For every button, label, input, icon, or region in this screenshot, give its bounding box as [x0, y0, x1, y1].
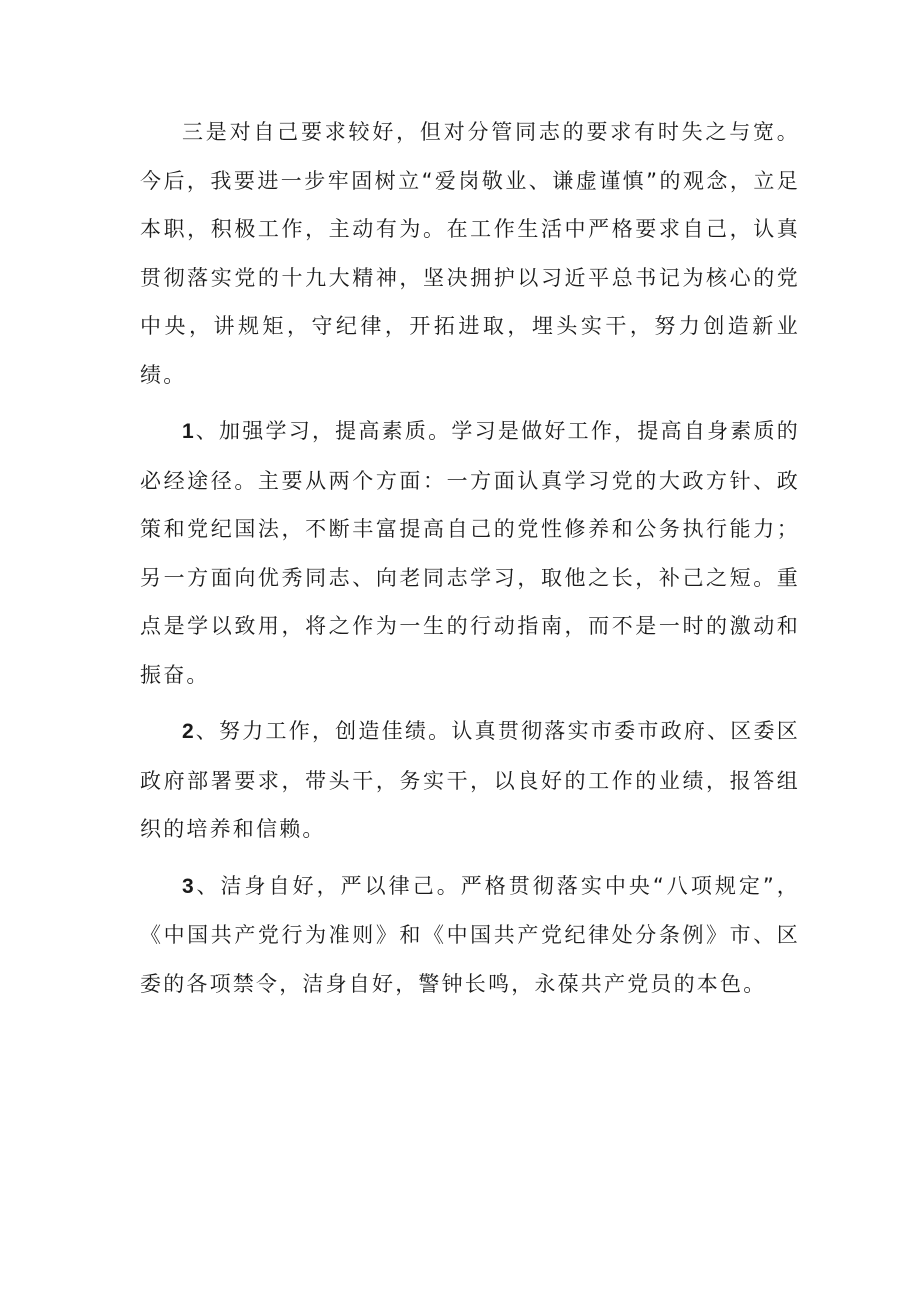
- paragraph-text: 、努力工作，创造佳绩。认真贯彻落实市委市政府、区委区政府部署要求，带头干，务实干，以良好的工作的业绩，报答组织的培养和信赖。: [140, 719, 800, 841]
- paragraph-item-2: [140, 707, 800, 854]
- document-body: [140, 108, 800, 1008]
- paragraph-text: 、洁身自好，严以律己。严格贯彻落实中央“八项规定”，《中国共产党行为准则》和《中国共产党纪律处分条例》市、区委的各项禁令，洁身自好，警钟长鸣，永葆共产党员的本色。: [140, 873, 800, 996]
- paragraph-intro: [140, 108, 800, 399]
- paragraph-text: 三是对自己要求较好，但对分管同志的要求有时失之与宽。今后，我要进一步牢固树立“爱岗敬业、谦虚谨慎”的观念，立足本职，积极工作，主动有为。在工作生活中严格要求自己，认真贯彻落实党的十九大精神，坚决拥护以习近平总书记为核心的党中央，讲规矩，守纪律，开拓进取，埋头实干，努力创造新业绩。: [140, 120, 800, 387]
- item-number: 1: [182, 420, 194, 443]
- paragraph-item-3: [140, 862, 800, 1009]
- paragraph-item-1: [140, 407, 800, 699]
- paragraph-text: 、加强学习，提高素质。学习是做好工作，提高自身素质的必经途径。主要从两个方面：一方面认真学习党的大政方针、政策和党纪国法，不断丰富提高自己的党性修养和公务执行能力；另一方面向优秀同志、向老同志学习，取他之长，补己之短。重点是学以致用，将之作为一生的行动指南，而不是一时的激动和振奋。: [140, 419, 800, 687]
- item-number: 2: [182, 720, 194, 743]
- item-number: 3: [182, 874, 194, 898]
